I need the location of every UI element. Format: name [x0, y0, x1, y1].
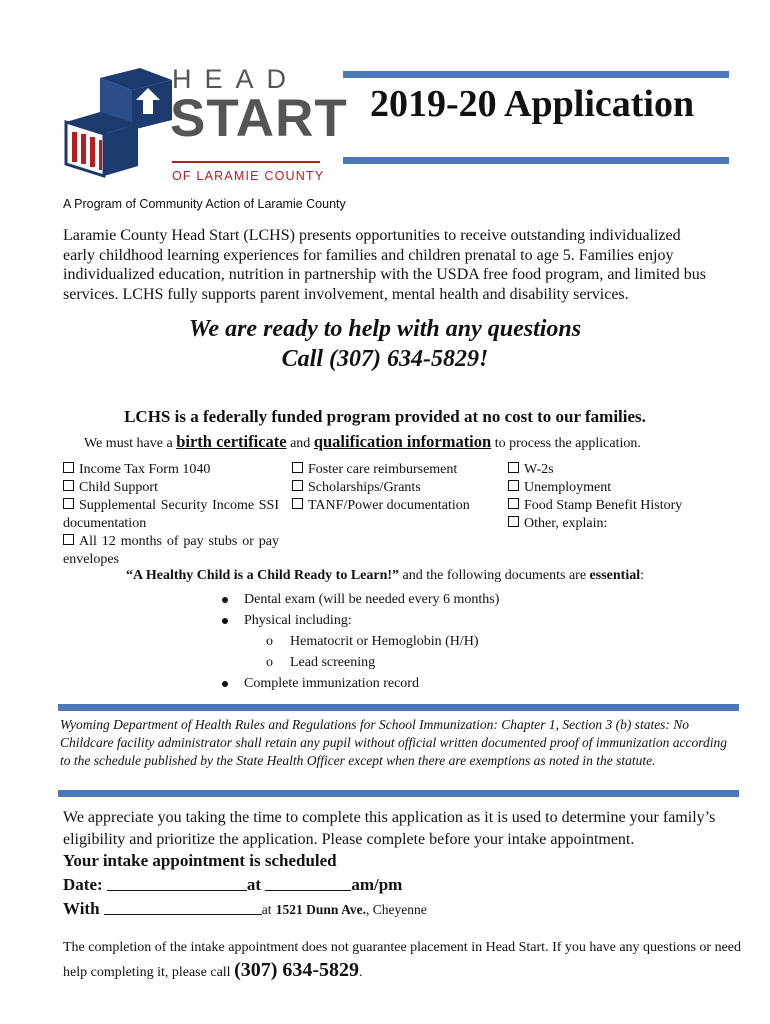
checkbox-icon[interactable] [292, 480, 303, 491]
checklist-item[interactable]: Foster care reimbursement [292, 461, 470, 479]
page-title: 2019-20 Application [370, 83, 695, 125]
program-line: A Program of Community Action of Laramie County [63, 197, 346, 211]
logo-word-head: HEAD [172, 64, 300, 94]
checklist-item[interactable]: Supplemental Security Income SSI documentation [63, 498, 279, 531]
checklist-item[interactable]: Scholarships/Grants [292, 479, 470, 497]
documents-column-1 [63, 461, 279, 569]
immunization-rule-text: Wyoming Department of Health Rules and Regulations for School Immunization: Chapter 1, Section 3 (b) states: No Childcare facility administrator shall retain any pupil without official written documented proof of immunization according to the schedule published by the State Health Officer except when there are exemptions as noted in the statute. [60, 717, 727, 768]
healthy-child-line: “A Healthy Child is a Child Ready to Learn!” and the following documents are essential: [126, 568, 644, 583]
checkbox-icon[interactable] [63, 462, 74, 473]
section-rule [58, 790, 739, 797]
checklist-item[interactable]: TANF/Power documentation [292, 497, 470, 515]
logo-subtitle: OF LARAMIE COUNTY [172, 169, 325, 183]
sub-list-item: o Hematocrit or Hemoglobin (H/H) [220, 631, 499, 652]
completion-note: The completion of the intake appointment does not guarantee placement in Head Start. If you have any questions or need help completing it, please call (307) 634-5829. [63, 940, 742, 981]
federal-funding-line: LCHS is a federally funded program provided at no cost to our families. [124, 407, 646, 426]
must-and: and [290, 436, 311, 451]
logo-word-start: START [170, 89, 348, 148]
bullet-icon [222, 618, 228, 624]
appointment-with-row: With at 1521 Dunn Ave., Cheyenne [63, 899, 427, 918]
checklist-item[interactable]: Income Tax Form 1040 [63, 461, 279, 479]
checkbox-icon[interactable] [292, 462, 303, 473]
logo-block-front [66, 112, 138, 176]
sub-bullet-icon: o [266, 634, 273, 649]
checklist-item[interactable]: Other, explain: [508, 515, 682, 533]
healthy-emphasis: essential [589, 568, 641, 583]
qualification-info-label: qualification information [313, 432, 492, 451]
ampm-label: am/pm [351, 875, 403, 894]
checkbox-icon[interactable] [292, 498, 303, 509]
help-phone-heading: Call (307) 634-5829! [281, 346, 489, 372]
checkbox-icon[interactable] [508, 480, 519, 491]
with-label: With [63, 899, 100, 918]
essential-documents-list [220, 589, 499, 694]
logo-divider [172, 161, 320, 163]
sub-list-item: o Lead screening [220, 652, 499, 673]
documents-column-2 [292, 461, 470, 515]
checkbox-icon[interactable] [508, 516, 519, 527]
checklist-item[interactable]: All 12 months of pay stubs or pay envelopes [63, 534, 279, 567]
checklist-item[interactable]: Food Stamp Benefit History [508, 497, 682, 515]
list-item: Physical including: [220, 610, 499, 631]
intro-paragraph: Laramie County Head Start (LCHS) presents opportunities to receive outstanding individualized early childhood learning experiences for families and children prenatal to age 5. Families enjoy individualized education, nutrition in partnership with the USDA free food program, and limited bus services. LCHS fully supports parent involvement, mental health and disability services. [63, 227, 706, 303]
bullet-icon [222, 597, 228, 603]
bullet-icon [222, 681, 228, 687]
at-label: at [246, 875, 262, 894]
time-field[interactable] [265, 876, 351, 891]
title-rule-top [343, 71, 729, 78]
required-documents-line [84, 432, 641, 452]
appointment-heading: Your intake appointment is scheduled [63, 851, 337, 870]
phone-number: (307) 634-5829 [234, 959, 360, 981]
birth-certificate-label: birth certificate [176, 432, 287, 451]
checkbox-icon[interactable] [63, 480, 74, 491]
city: , Cheyenne [365, 902, 427, 917]
checkbox-icon[interactable] [63, 534, 74, 545]
title-rule-bottom [343, 157, 729, 164]
sub-bullet-icon: o [266, 655, 273, 670]
address: 1521 Dunn Ave. [275, 902, 366, 917]
list-item: Dental exam (will be needed every 6 months) [220, 589, 499, 610]
checkbox-icon[interactable] [508, 462, 519, 473]
checkbox-icon[interactable] [63, 498, 74, 509]
healthy-quote: “A Healthy Child is a Child Ready to Learn!” [126, 568, 400, 583]
date-label: Date: [63, 875, 103, 894]
must-prefix: We must have a [84, 436, 173, 451]
documents-column-3 [508, 461, 682, 533]
appreciation-paragraph: We appreciate you taking the time to complete this application as it is used to determine your family’s eligibility and prioritize the application. Please complete before your intake appointment. [63, 809, 716, 848]
checklist-item[interactable]: Unemployment [508, 479, 682, 497]
appointment-date-row [63, 875, 402, 895]
healthy-middle: and the following documents are [402, 568, 587, 583]
must-suffix: to process the application. [494, 436, 641, 451]
list-item: Complete immunization record [220, 673, 499, 694]
with-field[interactable] [104, 900, 262, 915]
checkbox-icon[interactable] [508, 498, 519, 509]
date-field[interactable] [107, 876, 247, 891]
section-rule [58, 704, 739, 711]
checklist-item[interactable]: Child Support [63, 479, 279, 497]
help-heading: We are ready to help with any questions [188, 316, 582, 342]
checklist-item[interactable]: W-2s [508, 461, 682, 479]
